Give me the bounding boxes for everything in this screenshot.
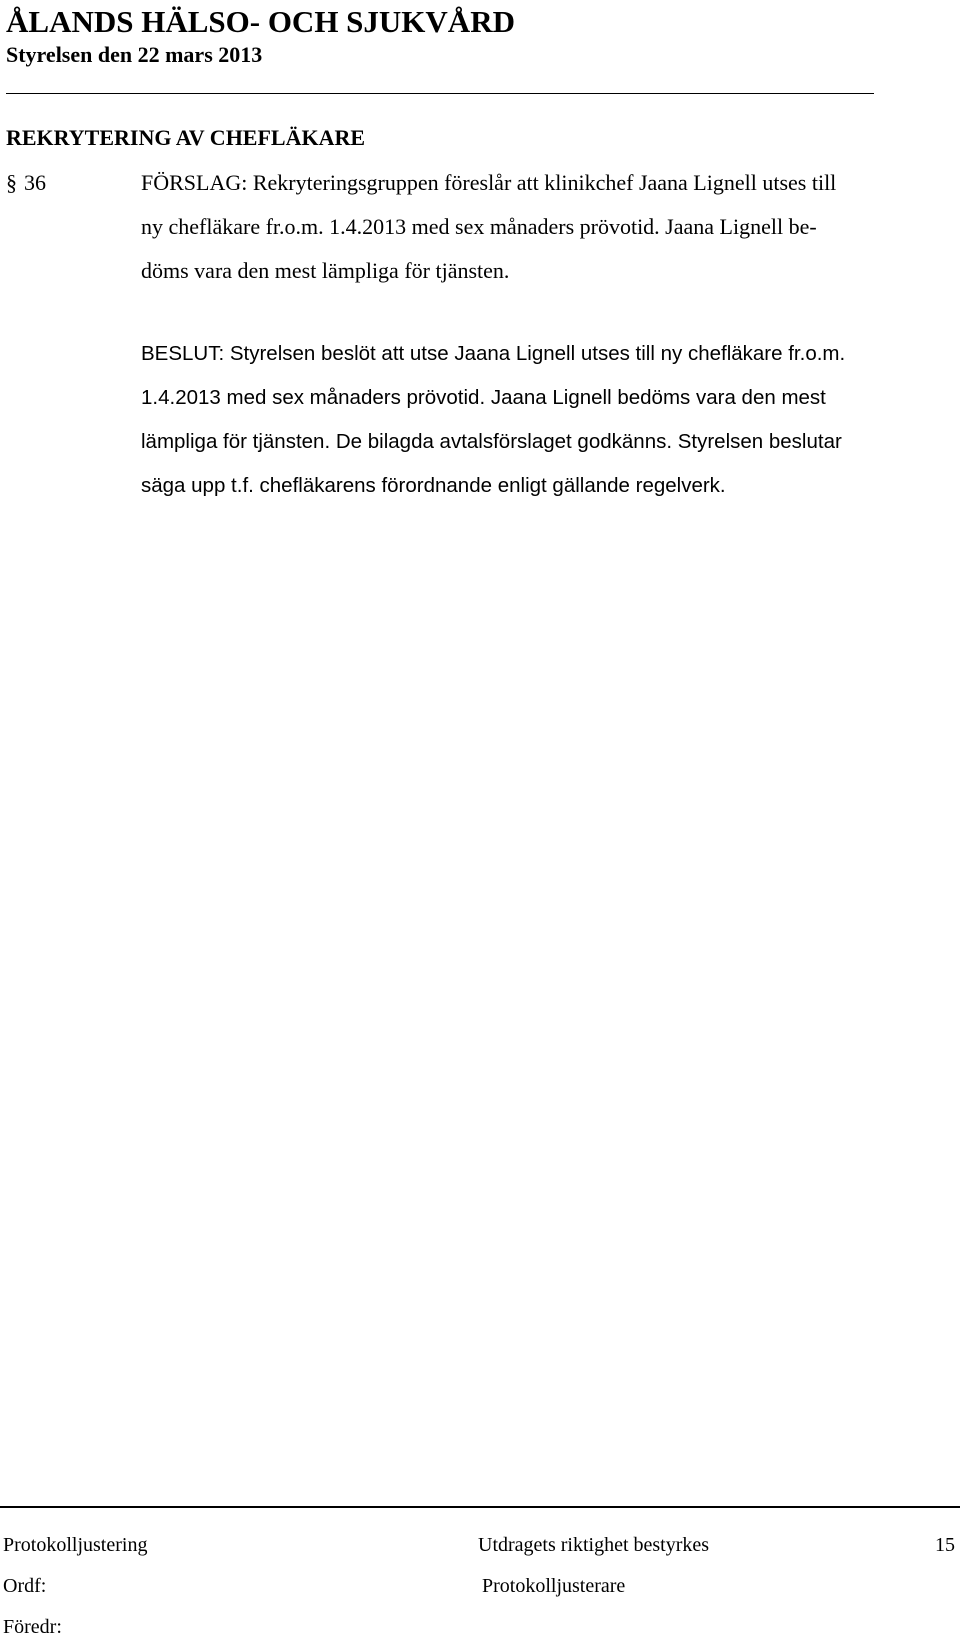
decision-line: BESLUT: Styrelsen beslöt att utse Jaana Lignell utses till ny chefläkare fr.o.m. <box>141 342 846 365</box>
paragraph-number: 36 <box>24 170 46 195</box>
proposal-line: FÖRSLAG: Rekryteringsgruppen föreslår att klinikchef Jaana Lignell utses till <box>141 170 837 195</box>
footer-certified: Utdragets riktighet bestyrkes <box>478 1534 710 1556</box>
decision-line: säga upp t.f. chefläkarens förordnande enligt gällande regelverk. <box>141 474 726 497</box>
decision-text <box>141 332 845 508</box>
footer-presenter-label: Föredr: <box>3 1616 62 1638</box>
header-divider <box>6 93 874 94</box>
decision-line: lämpliga för tjänsten. De bilagda avtalsförslaget godkänns. Styrelsen beslutar <box>141 430 842 453</box>
proposal-line: döms vara den mest lämpliga för tjänsten. <box>141 258 510 283</box>
footer-checkers-label: Protokolljusterare <box>482 1575 626 1597</box>
footer-protocol-check: Protokolljustering <box>3 1534 148 1556</box>
footer-chair-label: Ordf: <box>3 1575 47 1597</box>
meeting-date: Styrelsen den 22 mars 2013 <box>6 42 263 67</box>
paragraph-mark: § <box>6 170 17 195</box>
organization-title: ÅLANDS HÄLSO- OCH SJUKVÅRD <box>6 4 515 39</box>
proposal-text <box>141 161 836 293</box>
proposal-line: ny chefläkare fr.o.m. 1.4.2013 med sex månaders prövotid. Jaana Lignell be- <box>141 214 817 239</box>
footer-divider <box>0 1506 960 1508</box>
footer-page-number: 15 <box>935 1534 955 1556</box>
section-title: REKRYTERING AV CHEFLÄKARE <box>6 125 366 150</box>
decision-line: 1.4.2013 med sex månaders prövotid. Jaana Lignell bedöms vara den mest <box>141 386 826 409</box>
